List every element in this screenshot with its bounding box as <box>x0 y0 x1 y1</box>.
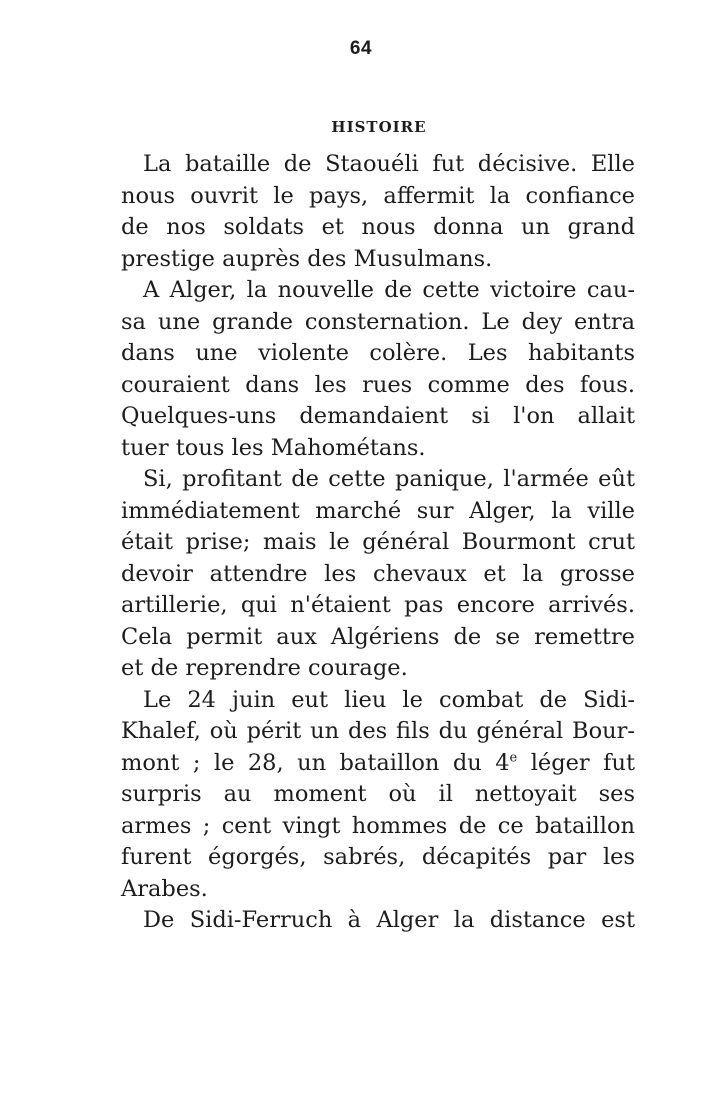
text-line: sa une grande consternation. Le dey entra <box>121 308 635 335</box>
text-line-with-superscript <box>121 748 635 780</box>
page-number: 64 <box>349 38 373 59</box>
superscript: e <box>509 750 518 765</box>
text-line: A Alger, la nouvelle de cette victoire cau- <box>143 277 635 303</box>
text-line: La bataille de Staouéli fut décisive. Elle <box>143 151 635 177</box>
text-line: dans une violente colère. Les habitants <box>121 340 635 366</box>
text-line: immédiatement marché sur Alger, la ville <box>121 497 635 524</box>
text-fragment: mont ; le 28, un bataillon du 4 <box>121 749 510 776</box>
text-line: de nos soldats et nous donna un grand <box>121 214 635 240</box>
text-line: De Sidi-Ferruch à Alger la distance est <box>143 907 635 933</box>
text-line: artillerie, qui n'étaient pas encore arrivés. <box>121 592 635 618</box>
text-line: surpris au moment où il nettoyait ses <box>121 781 635 807</box>
text-fragment: léger fut <box>517 749 635 776</box>
text-line: était prise; mais le général Bourmont crut <box>121 529 635 555</box>
text-line: devoir attendre les chevaux et la grosse <box>121 560 635 587</box>
text-line: Quelques-uns demandaient si l'on allait <box>121 403 635 429</box>
body-text <box>121 149 635 937</box>
text-line: Si, profitant de cette panique, l'armée eût <box>143 466 635 492</box>
text-line: tuer tous les Mahométans. <box>121 434 426 461</box>
text-line: furent égorgés, sabrés, décapités par les <box>121 844 635 870</box>
text-line: Cela permit aux Algériens de se remettre <box>121 623 635 650</box>
text-line: couraient dans les rues comme des fous. <box>121 371 635 398</box>
running-head: HISTOIRE <box>331 118 427 136</box>
text-line: nous ouvrit le pays, affermit la confiance <box>121 182 635 209</box>
text-line: Arabes. <box>121 875 208 902</box>
text-line: Le 24 juin eut lieu le combat de Sidi- <box>143 686 635 713</box>
text-line: et de reprendre courage. <box>121 655 408 681</box>
text-line: Khalef, où périt un des fils du général Bour- <box>121 718 635 744</box>
text-line: prestige auprès des Musulmans. <box>121 245 493 272</box>
text-line: armes ; cent vingt hommes de ce bataillon <box>121 812 635 839</box>
